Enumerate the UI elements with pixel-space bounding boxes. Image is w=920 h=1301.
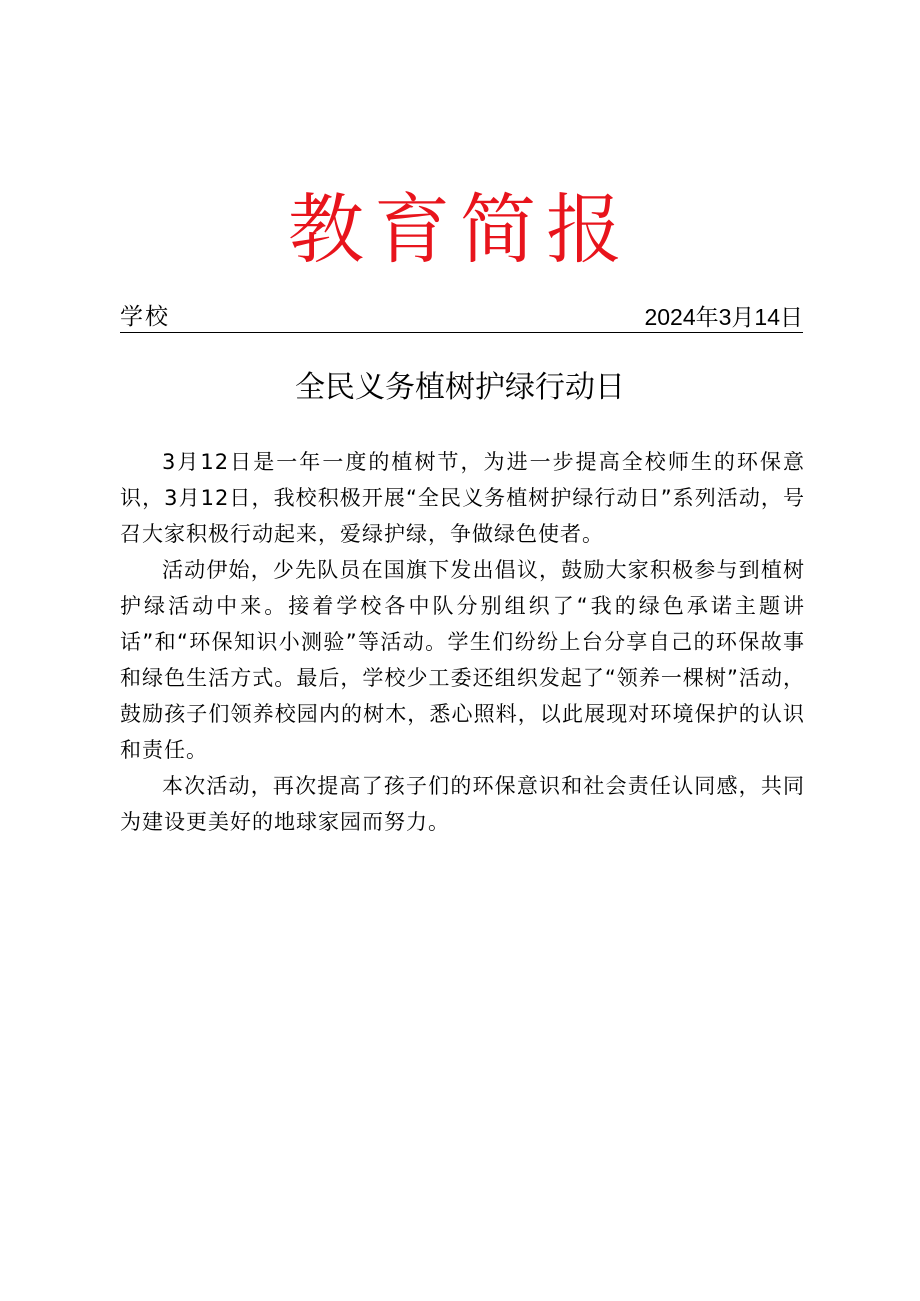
paragraph-1: 3月12日是一年一度的植树节，为进一步提高全校师生的环保意识，3月12日，我校积极开展“全民义务植树护绿行动日”系列活动，号召大家积极行动起来，爱绿护绿，争做绿色使者。 bbox=[120, 450, 805, 546]
newsletter-masthead: 教育简报 bbox=[288, 185, 632, 274]
article-title: 全民义务植树护绿行动日 bbox=[295, 370, 625, 405]
paragraph-3: 本次活动，再次提高了孩子们的环保意识和社会责任认同感，共同为建设更美好的地球家园而努力。 bbox=[120, 774, 805, 834]
article-body bbox=[120, 444, 805, 840]
issue-date: 2024年3月14日 bbox=[644, 304, 803, 330]
school-label: 学校 bbox=[120, 304, 170, 330]
paragraph-2: 活动伊始，少先队员在国旗下发出倡议，鼓励大家积极参与到植树护绿活动中来。接着学校各中队分别组织了“我的绿色承诺主题讲话”和“环保知识小测验”等活动。学生们纷纷上台分享自己的环保故事和绿色生活方式。最后，学校少工委还组织发起了“领养一棵树”活动，鼓励孩子们领养校园内的树木，悉心照料，以此展现对环境保护的认识和责任。 bbox=[120, 558, 805, 762]
info-line bbox=[120, 302, 803, 333]
